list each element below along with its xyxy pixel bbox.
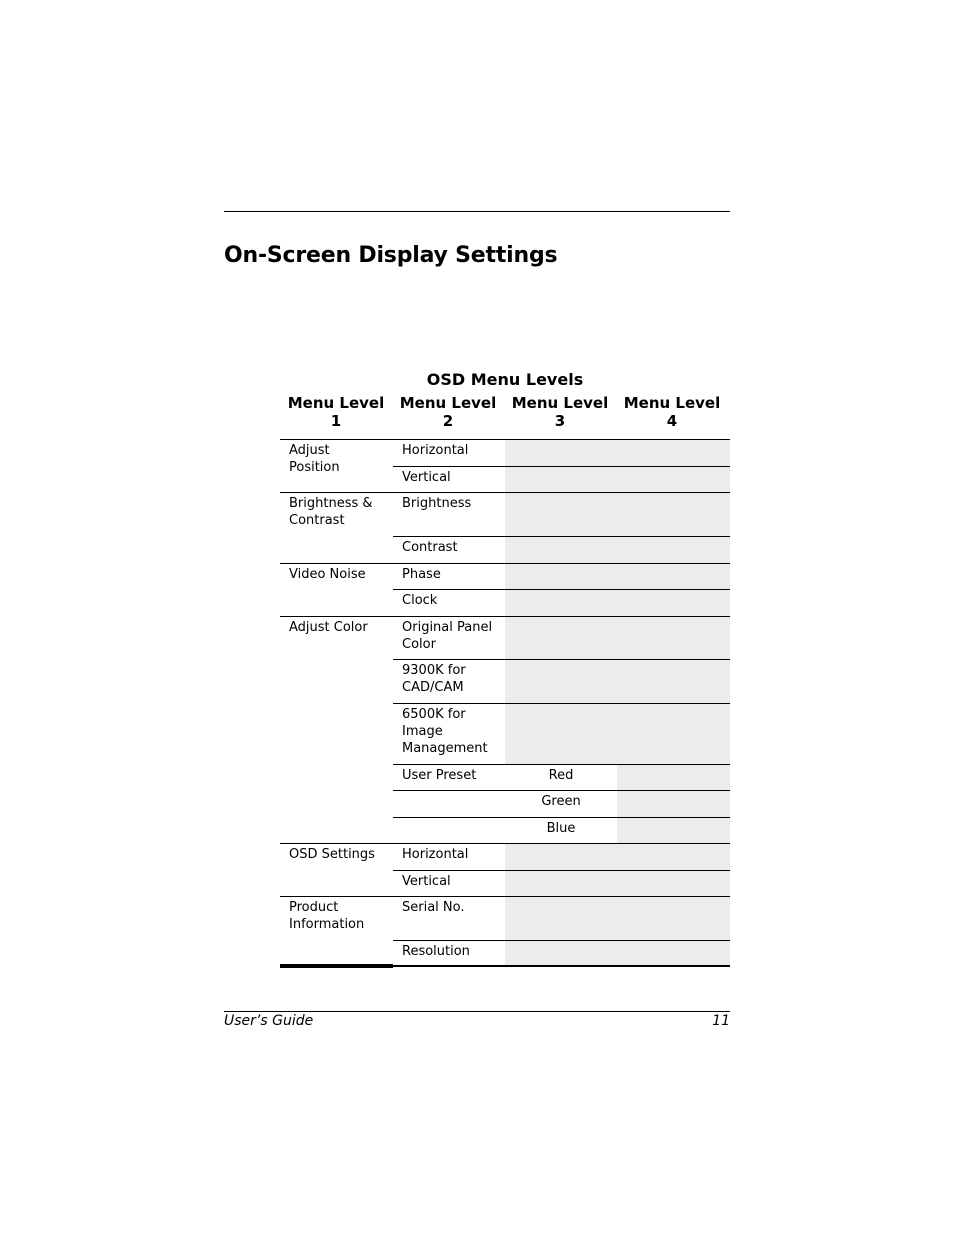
shaded-cell [505,537,730,563]
level2-cell: Brightness [402,496,472,511]
shaded-cell [505,440,730,466]
level3-cell: Red [548,768,574,783]
level2-cell: Horizontal [402,847,469,862]
level3-cell: Green [541,794,581,809]
level1-cell: Product Information [289,900,365,932]
shaded-cell [617,791,730,817]
shaded-cell [505,660,730,703]
table-bottom-rule [280,964,393,968]
level2-cell: Resolution [402,944,470,959]
level1-cell: Adjust Position [289,443,340,475]
shaded-cell [617,818,730,843]
level2-cell: Phase [402,567,441,582]
shaded-cell [505,590,730,616]
shaded-cell [505,897,730,940]
level2-cell: Horizontal [402,443,469,458]
header-menu-level-2: Menu Level 2 [399,394,497,430]
shaded-cell [505,941,730,965]
level2-cell: Contrast [402,540,458,555]
level1-cell: Brightness & Contrast [289,496,373,528]
shaded-cell [505,467,730,492]
footer-rule [224,1011,730,1012]
level2-cell [393,818,505,843]
header-menu-level-1: Menu Level 1 [287,394,385,430]
level1-cell: Video Noise [289,567,366,582]
level1-cell: Adjust Color [289,620,368,635]
level2-cell: 9300K for CAD/CAM [402,663,466,695]
table-caption: OSD Menu Levels [426,370,584,389]
level2-cell [393,791,505,817]
level2-cell: Vertical [402,470,451,485]
table-bottom-rule [393,965,730,967]
shaded-cell [505,564,730,589]
page-number: 11 [712,1013,730,1029]
shaded-cell [505,617,730,659]
level2-cell: Clock [402,593,438,608]
level1-cell: OSD Settings [289,847,375,862]
level2-cell: User Preset [402,768,477,783]
level2-cell: 6500K for Image Management [402,707,488,756]
level3-cell: Blue [546,821,576,836]
shaded-cell [505,493,730,536]
header-menu-level-3: Menu Level 3 [511,394,609,430]
level2-cell: Original Panel Color [402,620,493,652]
shaded-cell [505,844,730,870]
footer-guide-title: User’s Guide [224,1013,314,1029]
shaded-cell [505,704,730,764]
page-title: On-Screen Display Settings [224,243,558,268]
shaded-cell [505,871,730,896]
level2-cell: Vertical [402,874,451,889]
shaded-cell [617,765,730,790]
top-rule [224,211,730,212]
header-menu-level-4: Menu Level 4 [623,394,721,430]
level2-cell: Serial No. [402,900,465,915]
